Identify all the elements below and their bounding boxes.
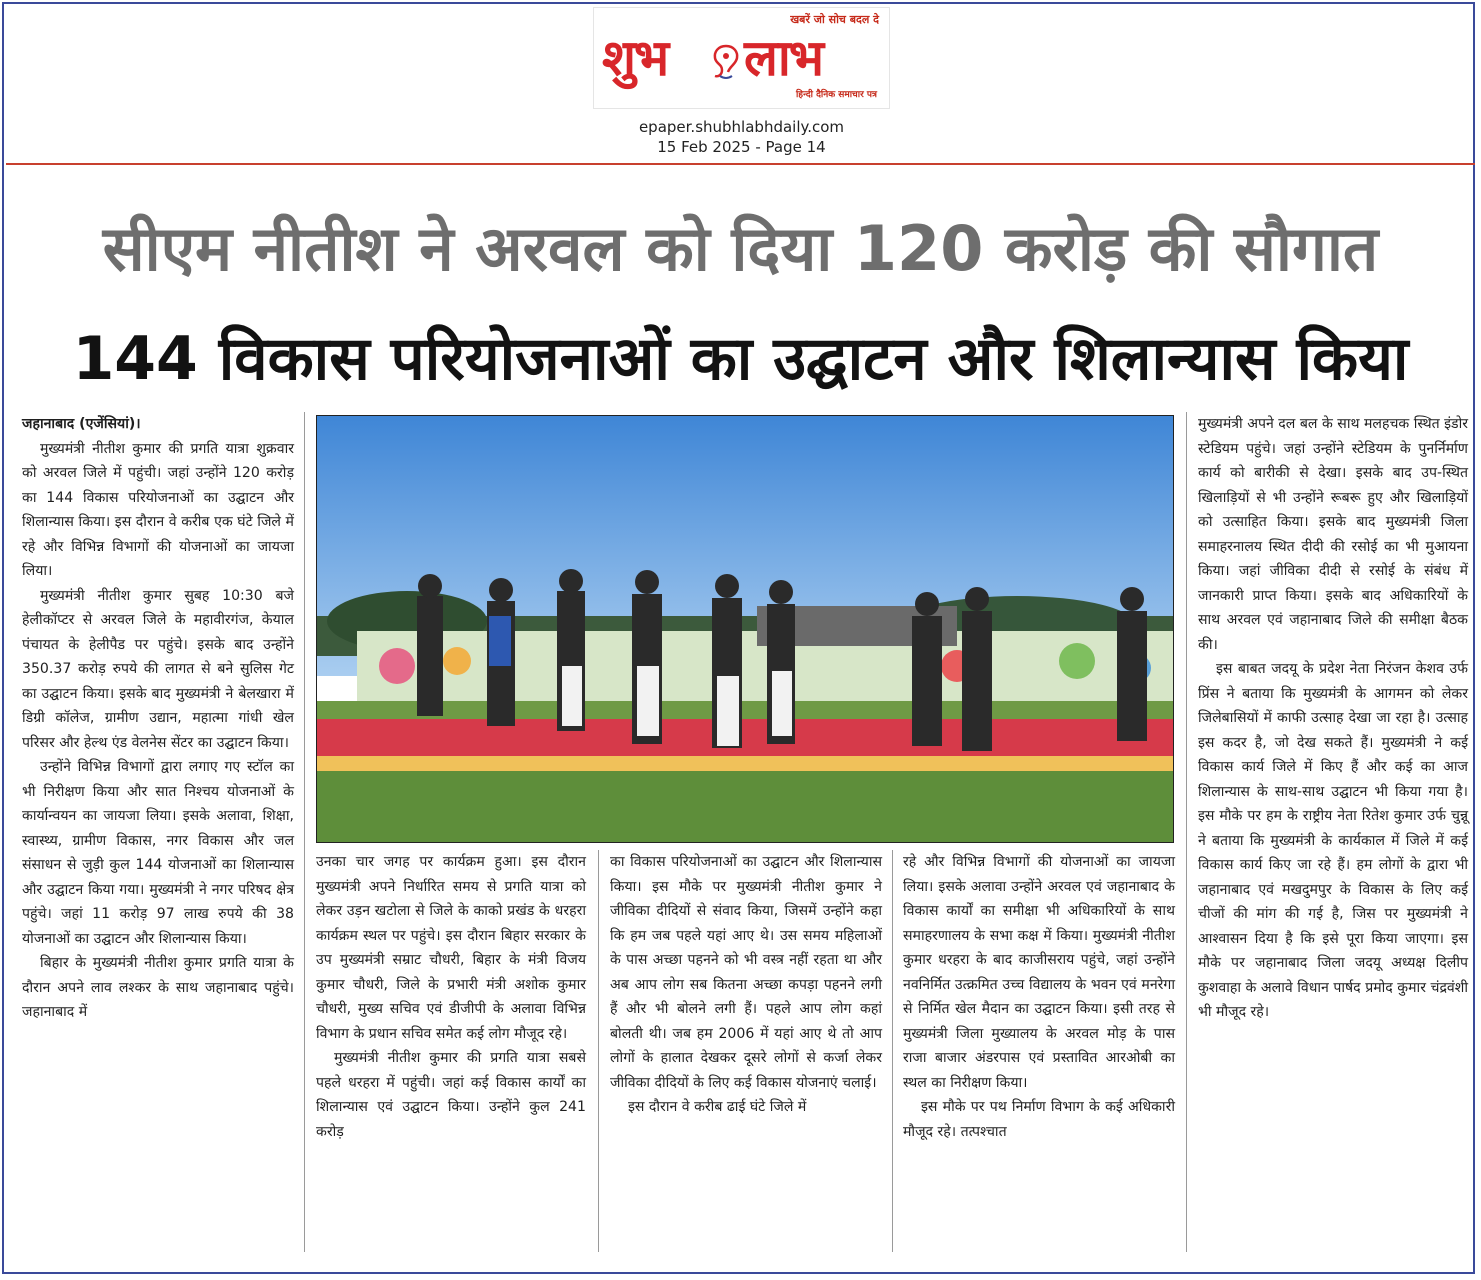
- article-paragraph: इस बाबत जदयू के प्रदेश नेता निरंजन केशव उर्फ प्रिंस ने बताया कि मुख्यमंत्री के आगमन को लेकर जिलेबासियों में काफी उत्साह देखा जा रहा है। उत्साह इस कदर है, जो देख सकते हैं। मुख्यमंत्री ने कई विकास कार्य जिले में किए हैं और कई का आज शिलान्यास के साथ-साथ उद्घाटन भी किया गया है। इस मौके पर हम के राष्ट्रीय नेता रितेश कुमार उर्फ चुन्नू ने बताया कि मुख्यमंत्री के कार्यकाल में जिले में कई विकास कार्य किए जा रहे हैं। हम लोगों के द्वारा भी जहानाबाद एवं मखदुमपुर के विकास के लिए कई चीजों की मांग की गई है, जिस पर मुख्यमंत्री ने आश्वासन दिया है कि इसे पूरा किया जाएगा। इस मौके पर जहानाबाद जिला जदयू अध्यक्ष दिलीप कुशवाहा के अलावे विधान पार्षद प्रमोद कुमार चंद्रवंशी भी मौजूद रहे।: [1198, 661, 1468, 1020]
- news-photo-cm-visit: [316, 415, 1174, 843]
- article-paragraph: उनका चार जगह पर कार्यक्रम हुआ। इस दौरान मुख्यमंत्री अपने निर्धारित समय से प्रगति यात्रा को लेकर उड़न खटोला से जिले के काको प्रखंड के धरहरा कार्यक्रम स्थल पर पहुंचे। इस दौरान बिहार सरकार के उप मुख्यमंत्री सम्राट चौधरी, बिहार के मंत्री विजय कुमार चौधरी, जिले के प्रभारी मंत्री अशोक कुमार चौधरी, मुख्य सचिव एवं डीजीपी के अलावा विभिन्न विभाग के प्रधान सचिव समेत कई लोग मौजूद रहे।: [316, 854, 586, 1042]
- main-headline: सीएम नीतीश ने अरवल को दिया 120 करोड़ की सौगात: [102, 212, 1379, 285]
- article-paragraph: इस दौरान वे करीब ढाई घंटे जिले में: [628, 1099, 807, 1115]
- article-paragraph: रहे और विभिन्न विभागों की योजनाओं का जायजा लिया। इसके अलावा उन्होंने अरवल एवं जहानाबाद के विकास कार्यों का समीक्षा भी अधिकारियों के साथ समाहरणालय के सभा कक्ष में किया। मुख्यमंत्री नीतीश कुमार धरहरा के बाद काजीसराय पहुंचे, जहां उन्होंने नवनिर्मित उत्क्रमित उच्च विद्यालय के भवन एवं मनरेगा से निर्मित खेल मैदान का उद्घाटन किया। इसी तरह से मुख्यमंत्री जिला मुख्यालय के अरवल मोड़ के पास राजा बाजार अंडरपास एवं प्रस्तावित आरओबी का स्थल का निरीक्षण किया।: [903, 854, 1175, 1091]
- article-paragraph: मुख्यमंत्री अपने दल बल के साथ मलहचक स्थित इंडोर स्टेडियम पहुंचे। जहां उन्होंने स्टेडियम के पुनर्निर्माण कार्य को बारीकी से देखा। इसके बाद उप-स्थित खिलाड़ियों से भी उन्होंने रूबरू हुए और खिलाड़ियों को उत्साहित किया। इसके बाद मुख्यमंत्री जिला समाहरनालय स्थित दीदी की रसोई का भी मुआयना किया। जहां जीविका दीदी से रसोई के संबंध में जानकारी प्राप्त किया। इसके बाद अधिकारियों के साथ अरवल एवं जहानाबाद जिले की समीक्षा बैठक की।: [1198, 416, 1468, 653]
- article-paragraph: बिहार के मुख्यमंत्री नीतीश कुमार प्रगति यात्रा के दौरान अपने लाव लश्कर के साथ जहानाबाद पहुंचे। जहानाबाद में: [22, 955, 294, 1020]
- article-paragraph: इस मौके पर पथ निर्माण विभाग के कई अधिकारी मौजूद रहे। तत्पश्चात: [903, 1099, 1175, 1140]
- newspaper-masthead: [593, 7, 890, 109]
- article-paragraph: उन्होंने विभिन्न विभागों द्वारा लगाए गए स्टॉल का भी निरीक्षण किया और सात निश्चय योजनाओं के कार्यान्वयन का जायजा लिया। इसके अलावा, शिक्षा, स्वास्थ्य, ग्रामीण विकास, नगर विकास और जल संसाधन से जुड़ी कुल 144 योजनाओं का शिलान्यास और उद्घाटन किया गया। मुख्यमंत्री ने नगर परिषद क्षेत्र पहुंचे। जहां 11 करोड़ 97 लाख रुपये की 38 योजनाओं का उद्घाटन और शिलान्यास किया।: [22, 759, 294, 947]
- article-column-5: [1198, 412, 1468, 1025]
- article-paragraph: मुख्यमंत्री नीतीश कुमार सुबह 10:30 बजे हेलीकॉप्टर से अरवल जिले के महावीरगंज, केयाल पंचायत के हेलीपैड पर पहुंचे। इसके बाद उन्होंने 350.37 करोड़ रुपये की लागत से बने सुलिस गेट का उद्घाटन किया। इसके बाद मुख्यमंत्री ने बेलखारा में डिग्री कॉलेज, ग्रामीण उद्यान, महात्मा गांधी खेल परिसर और हेल्थ एंड वेलनेस सेंटर का उद्घाटन किया।: [22, 587, 294, 751]
- article-column-3: [610, 850, 882, 1120]
- sub-headline: 144 विकास परियोजनाओं का उद्घाटन और शिलान्यास किया: [72, 324, 1409, 394]
- logo-text-shubh: शुभ: [602, 29, 668, 87]
- article-column-1: [22, 412, 294, 1025]
- article-dateline: जहानाबाद (एजेंसियां)।: [22, 416, 141, 432]
- article-paragraph: मुख्यमंत्री नीतीश कुमार की प्रगति यात्रा शुक्रवार को अरवल जिले में पहुंची। जहां उन्होंने 120 करोड़ का 144 विकास परियोजनाओं का उद्घाटन और शिलान्यास किया। इस दौरान वे करीब एक घंटे जिले में रहे और विभिन्न विभागों की योजनाओं का जायजा लिया।: [22, 440, 294, 579]
- column-rule: [304, 412, 305, 1252]
- ganesha-logo-icon: [706, 42, 746, 82]
- column-rule: [598, 850, 599, 1252]
- article-paragraph: का विकास परियोजनाओं का उद्घाटन और शिलान्यास किया। इस मौके पर मुख्यमंत्री नीतीश कुमार ने जीविका दीदियों से संवाद किया, जिसमें उन्होंने कहा कि हम जब पहले यहां आए थे। उस समय महिलाओं के पास अच्छा पहनने को भी वस्त्र नहीं रहता था और अब आप लोग सब कितना अच्छा कपड़ा पहनने लगी हैं और भी बोलने लगी हैं। पहले आप लोग कहां बोलती थी। जब हम 2006 में यहां आए थे तो आप लोगों के हालात देखकर दूसरे लोगों से कर्जा लेकर जीविका दीदियों के लिए कई विकास योजनाएं चलाई।: [610, 854, 882, 1091]
- column-rule: [1186, 412, 1187, 1252]
- column-rule: [892, 850, 893, 1252]
- masthead-sub-tagline: हिन्दी दैनिक समाचार पत्र: [795, 90, 877, 100]
- masthead-tagline: खबरें जो सोच बदल दे: [790, 13, 879, 26]
- article-column-4: [903, 850, 1175, 1144]
- header-divider: [6, 163, 1475, 165]
- article-paragraph: मुख्यमंत्री नीतीश कुमार की प्रगति यात्रा सबसे पहले धरहरा में पहुंची। जहां कई विकास कार्यों का शिलान्यास एवं उद्घाटन किया। उन्होंने कुल 241 करोड़: [316, 1050, 586, 1140]
- epaper-url[interactable]: epaper.shubhlabhdaily.com: [638, 118, 845, 136]
- edition-date-page: 15 Feb 2025 - Page 14: [657, 138, 826, 156]
- article-column-2: [316, 850, 586, 1144]
- logo-text-labh: लाभ: [744, 29, 822, 87]
